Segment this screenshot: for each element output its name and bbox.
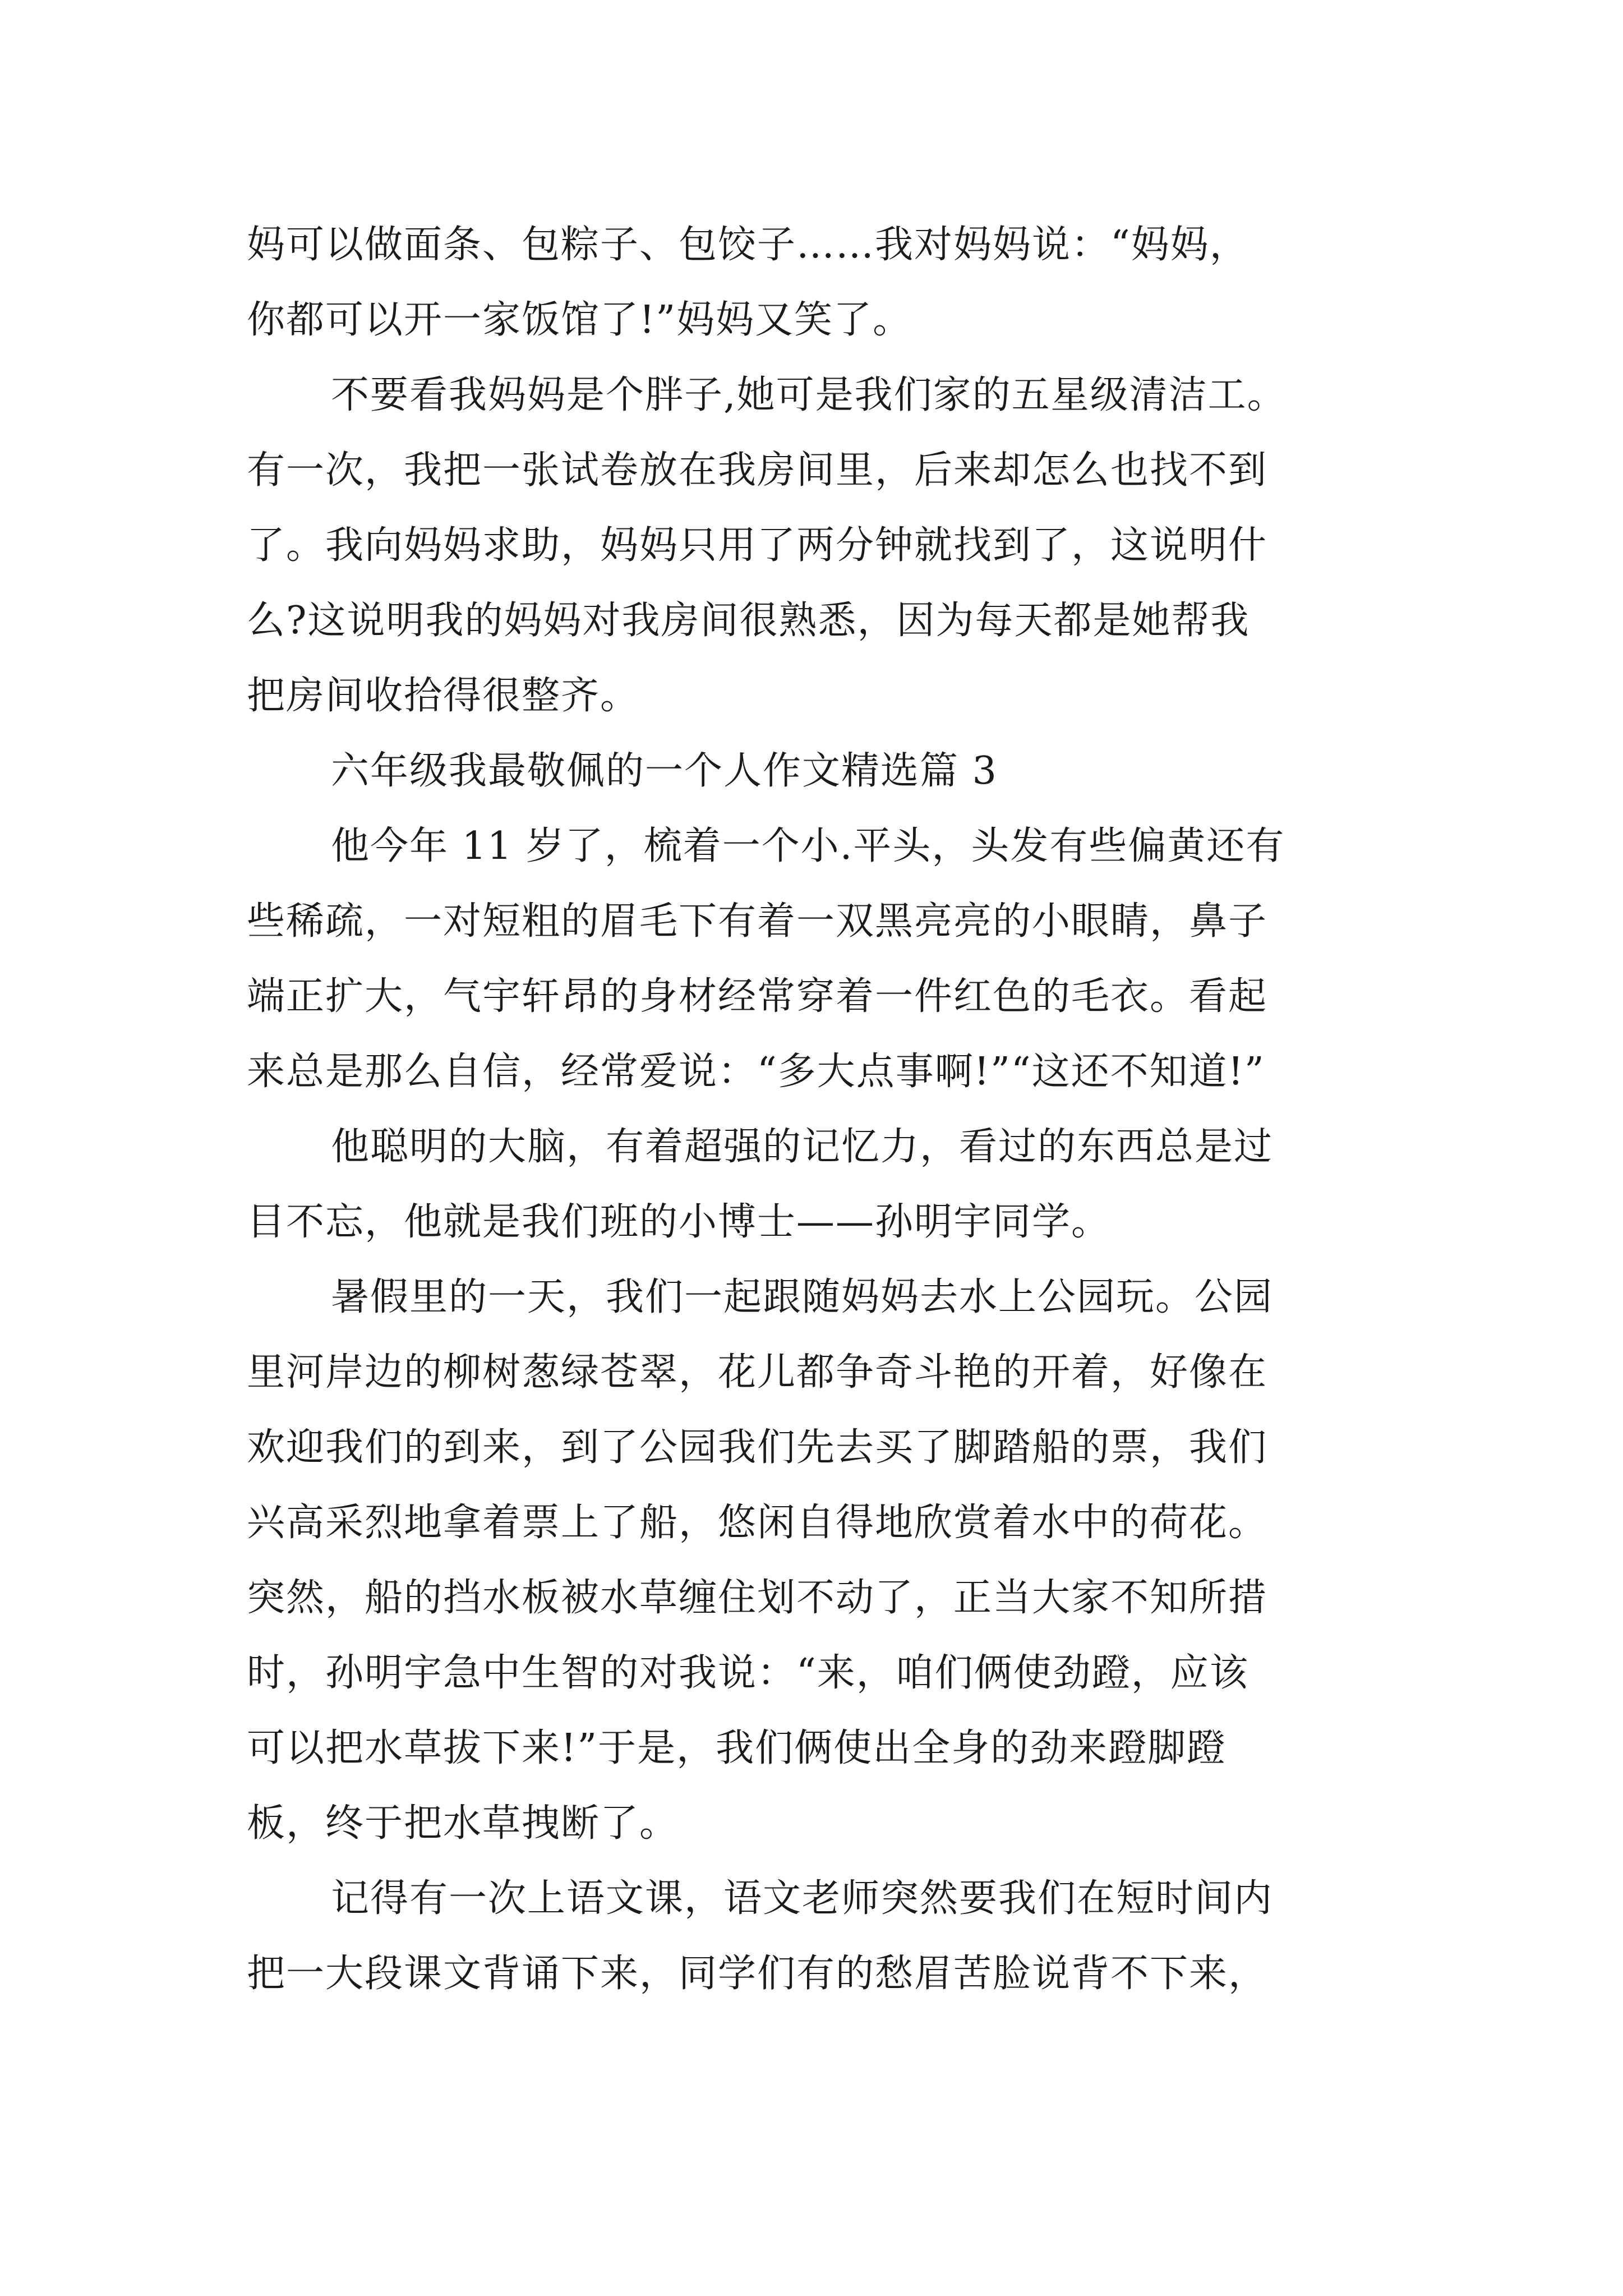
text-line: 了。我向妈妈求助，妈妈只用了两分钟就找到了，这说明什 [247, 523, 1268, 568]
text-line: 他聪明的大脑，有着超强的记忆力，看过的东西总是过 [331, 1125, 1274, 1169]
text-line: 不要看我妈妈是个胖子,她可是我们家的五星级清洁工。 [331, 373, 1287, 417]
text-line: 板，终于把水草拽断了。 [247, 1801, 679, 1846]
text-line: 突然，船的挡水板被水草缠住划不动了，正当大家不知所措 [247, 1576, 1268, 1620]
text-line: 暑假里的一天，我们一起跟随妈妈去水上公园玩。公园 [331, 1275, 1274, 1319]
text-line: 来总是那么自信，经常爱说：“多大点事啊!”“这还不知道!” [247, 1050, 1265, 1094]
text-line: 妈可以做面条、包粽子、包饺子……我对妈妈说：“妈妈， [247, 223, 1249, 267]
section-heading: 六年级我最敬佩的一个人作文精选篇 3 [331, 749, 998, 793]
text-line: 记得有一次上语文课，语文老师突然要我们在短时间内 [331, 1876, 1274, 1921]
text-line: 目不忘，他就是我们班的小博士——孙明宇同学。 [247, 1200, 1111, 1244]
text-line: 兴高采烈地拿着票上了船，悠闲自得地欣赏着水中的荷花。 [247, 1501, 1268, 1545]
text-line: 么?这说明我的妈妈对我房间很熟悉，因为每天都是她帮我 [247, 599, 1250, 643]
text-line: 把一大段课文背诵下来，同学们有的愁眉苦脸说背不下来， [247, 1952, 1268, 1996]
text-line: 把房间收拾得很整齐。 [247, 674, 640, 718]
body-text [247, 208, 1436, 2012]
text-line: 你都可以开一家饭馆了!”妈妈又笑了。 [247, 298, 912, 342]
text-line: 可以把水草拔下来!”于是，我们俩使出全身的劲来蹬脚蹬 [247, 1726, 1227, 1770]
text-line: 有一次，我把一张试卷放在我房间里，后来却怎么也找不到 [247, 448, 1268, 493]
text-line: 里河岸边的柳树葱绿苍翠，花儿都争奇斗艳的开着，好像在 [247, 1350, 1268, 1395]
text-line: 端正扩大，气宇轩昂的身材经常穿着一件红色的毛衣。看起 [247, 974, 1268, 1019]
text-line: 时，孙明宇急中生智的对我说：“来，咱们俩使劲蹬，应该 [247, 1651, 1249, 1695]
text-line: 他今年 11 岁了，梳着一个小.平头，头发有些偏黄还有 [331, 824, 1285, 868]
text-line: 些稀疏，一对短粗的眉毛下有着一双黑亮亮的小眼睛，鼻子 [247, 899, 1268, 944]
text-line: 欢迎我们的到来，到了公园我们先去买了脚踏船的票，我们 [247, 1425, 1268, 1470]
